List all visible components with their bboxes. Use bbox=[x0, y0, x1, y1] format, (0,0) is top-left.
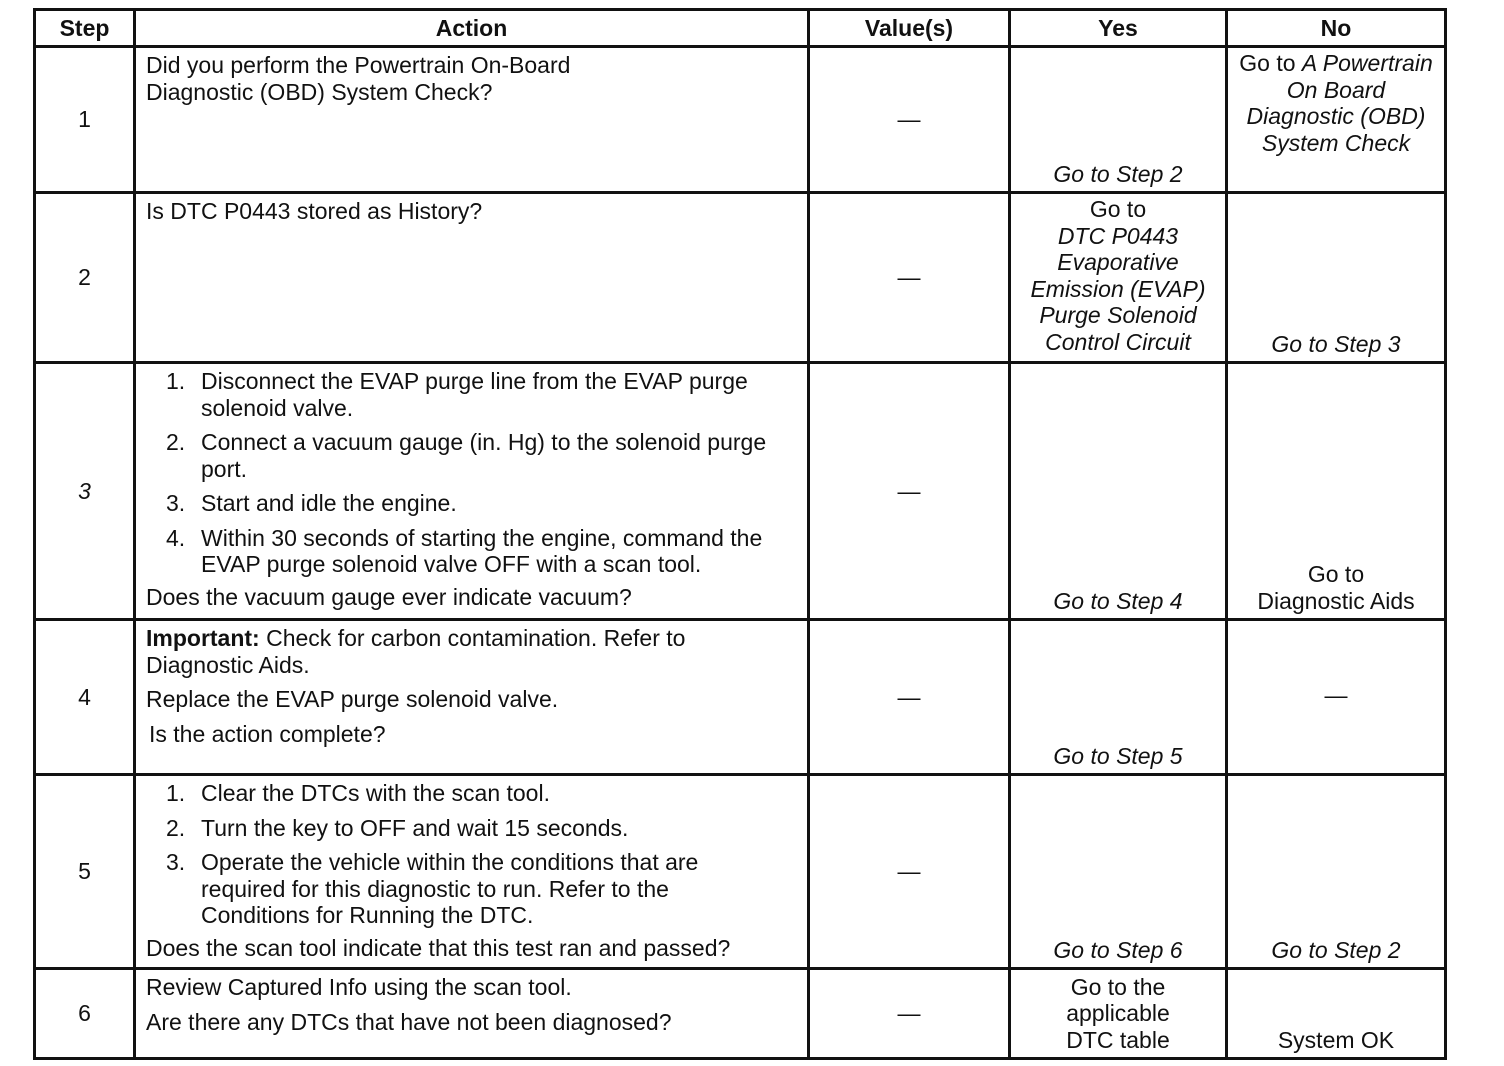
value-cell bbox=[809, 47, 1010, 193]
value-cell bbox=[809, 620, 1010, 775]
table-row bbox=[35, 969, 1446, 1059]
value-cell bbox=[809, 775, 1010, 969]
yes-cell bbox=[1010, 363, 1227, 620]
header-yes: Yes bbox=[1010, 10, 1227, 47]
list-item: 3. Operate the vehicle within the conditions that are required for this diagnostic to run. Refer to the Conditions for Running the DTC. bbox=[166, 849, 699, 928]
no-result: System OK bbox=[1277, 1026, 1395, 1053]
action-text: Did you perform the Powertrain On-Board Diagnostic (OBD) System Check? bbox=[146, 52, 571, 105]
value-dash: — bbox=[897, 683, 921, 710]
action-question: Does the vacuum gauge ever indicate vacuum? bbox=[146, 583, 632, 610]
value-dash: — bbox=[897, 858, 921, 885]
value-dash: — bbox=[897, 264, 921, 291]
diagnostic-table bbox=[33, 8, 1447, 1060]
value-dash: — bbox=[897, 477, 921, 504]
value-cell bbox=[809, 969, 1010, 1059]
important-label: Important: bbox=[146, 625, 260, 651]
action-cell bbox=[135, 775, 809, 969]
no-link[interactable]: Go to Step 3 bbox=[1271, 330, 1401, 357]
yes-link[interactable]: Go to the applicable DTC table bbox=[1066, 973, 1170, 1053]
action-cell bbox=[135, 620, 809, 775]
list-item: 4. Within 30 seconds of starting the engine, command the EVAP purge solenoid valve OFF with a scan tool. bbox=[166, 524, 763, 577]
no-prefix: Go to bbox=[1239, 50, 1296, 76]
no-link[interactable]: A Powertrain On Board Diagnostic (OBD) System Check bbox=[1246, 50, 1433, 156]
table-row bbox=[35, 775, 1446, 969]
no-cell bbox=[1227, 969, 1446, 1059]
step-number: 3 bbox=[35, 363, 135, 620]
yes-link[interactable]: Go to Step 5 bbox=[1053, 742, 1183, 769]
action-text: Is DTC P0443 stored as History? bbox=[146, 198, 483, 224]
header-step: Step bbox=[35, 10, 135, 47]
yes-cell bbox=[1010, 969, 1227, 1059]
value-dash: — bbox=[897, 106, 921, 133]
list-item: 1. Disconnect the EVAP purge line from the EVAP purge solenoid valve. bbox=[166, 368, 748, 421]
header-no: No bbox=[1227, 10, 1446, 47]
header-row bbox=[35, 10, 1446, 47]
header-values: Value(s) bbox=[809, 10, 1010, 47]
value-cell bbox=[809, 363, 1010, 620]
step-number: 4 bbox=[35, 620, 135, 775]
no-cell bbox=[1227, 193, 1446, 363]
table-row bbox=[35, 47, 1446, 193]
list-item: 2. Turn the key to OFF and wait 15 seconds. bbox=[166, 814, 629, 841]
no-cell bbox=[1227, 47, 1446, 193]
yes-prefix: Go to bbox=[1089, 196, 1147, 222]
action-text: Review Captured Info using the scan tool. bbox=[146, 974, 572, 1000]
step-number: 6 bbox=[35, 969, 135, 1059]
yes-cell bbox=[1010, 775, 1227, 969]
no-cell bbox=[1227, 775, 1446, 969]
step-number: 1 bbox=[35, 47, 135, 193]
action-steps bbox=[146, 368, 797, 578]
value-cell bbox=[809, 193, 1010, 363]
yes-link[interactable]: Go to Step 2 bbox=[1053, 160, 1183, 187]
important-note bbox=[146, 625, 797, 678]
header-action: Action bbox=[135, 10, 809, 47]
no-link[interactable]: Go to Step 2 bbox=[1271, 936, 1401, 963]
action-cell bbox=[135, 193, 809, 363]
no-cell bbox=[1227, 620, 1446, 775]
yes-link[interactable]: Go to Step 6 bbox=[1053, 936, 1183, 963]
yes-cell bbox=[1010, 47, 1227, 193]
step-number: 2 bbox=[35, 193, 135, 363]
step-number: 5 bbox=[35, 775, 135, 969]
yes-cell bbox=[1010, 620, 1227, 775]
yes-cell bbox=[1010, 193, 1227, 363]
action-cell bbox=[135, 47, 809, 193]
action-question: Is the action complete? bbox=[149, 720, 386, 747]
table-row bbox=[35, 620, 1446, 775]
table-row bbox=[35, 193, 1446, 363]
yes-link[interactable]: DTC P0443 Evaporative Emission (EVAP) Purge Solenoid Control Circuit bbox=[1030, 222, 1206, 355]
action-cell bbox=[135, 969, 809, 1059]
action-question: Are there any DTCs that have not been diagnosed? bbox=[146, 1008, 672, 1035]
action-question: Does the scan tool indicate that this test ran and passed? bbox=[146, 934, 731, 961]
list-item: 1. Clear the DTCs with the scan tool. bbox=[166, 780, 550, 806]
action-cell bbox=[135, 363, 809, 620]
list-item: 2. Connect a vacuum gauge (in. Hg) to the solenoid purge port. bbox=[166, 429, 767, 482]
action-instruction: Replace the EVAP purge solenoid valve. bbox=[146, 686, 559, 712]
no-dash: — bbox=[1324, 681, 1348, 708]
action-steps bbox=[146, 780, 797, 929]
no-link[interactable]: Go to Diagnostic Aids bbox=[1257, 561, 1415, 614]
no-cell bbox=[1227, 363, 1446, 620]
important-text: Check for carbon contamination. Refer to Diagnostic Aids. bbox=[146, 625, 686, 678]
table-row bbox=[35, 363, 1446, 620]
value-dash: — bbox=[897, 1000, 921, 1027]
yes-link[interactable]: Go to Step 4 bbox=[1053, 587, 1183, 614]
list-item: 3. Start and idle the engine. bbox=[166, 490, 457, 516]
